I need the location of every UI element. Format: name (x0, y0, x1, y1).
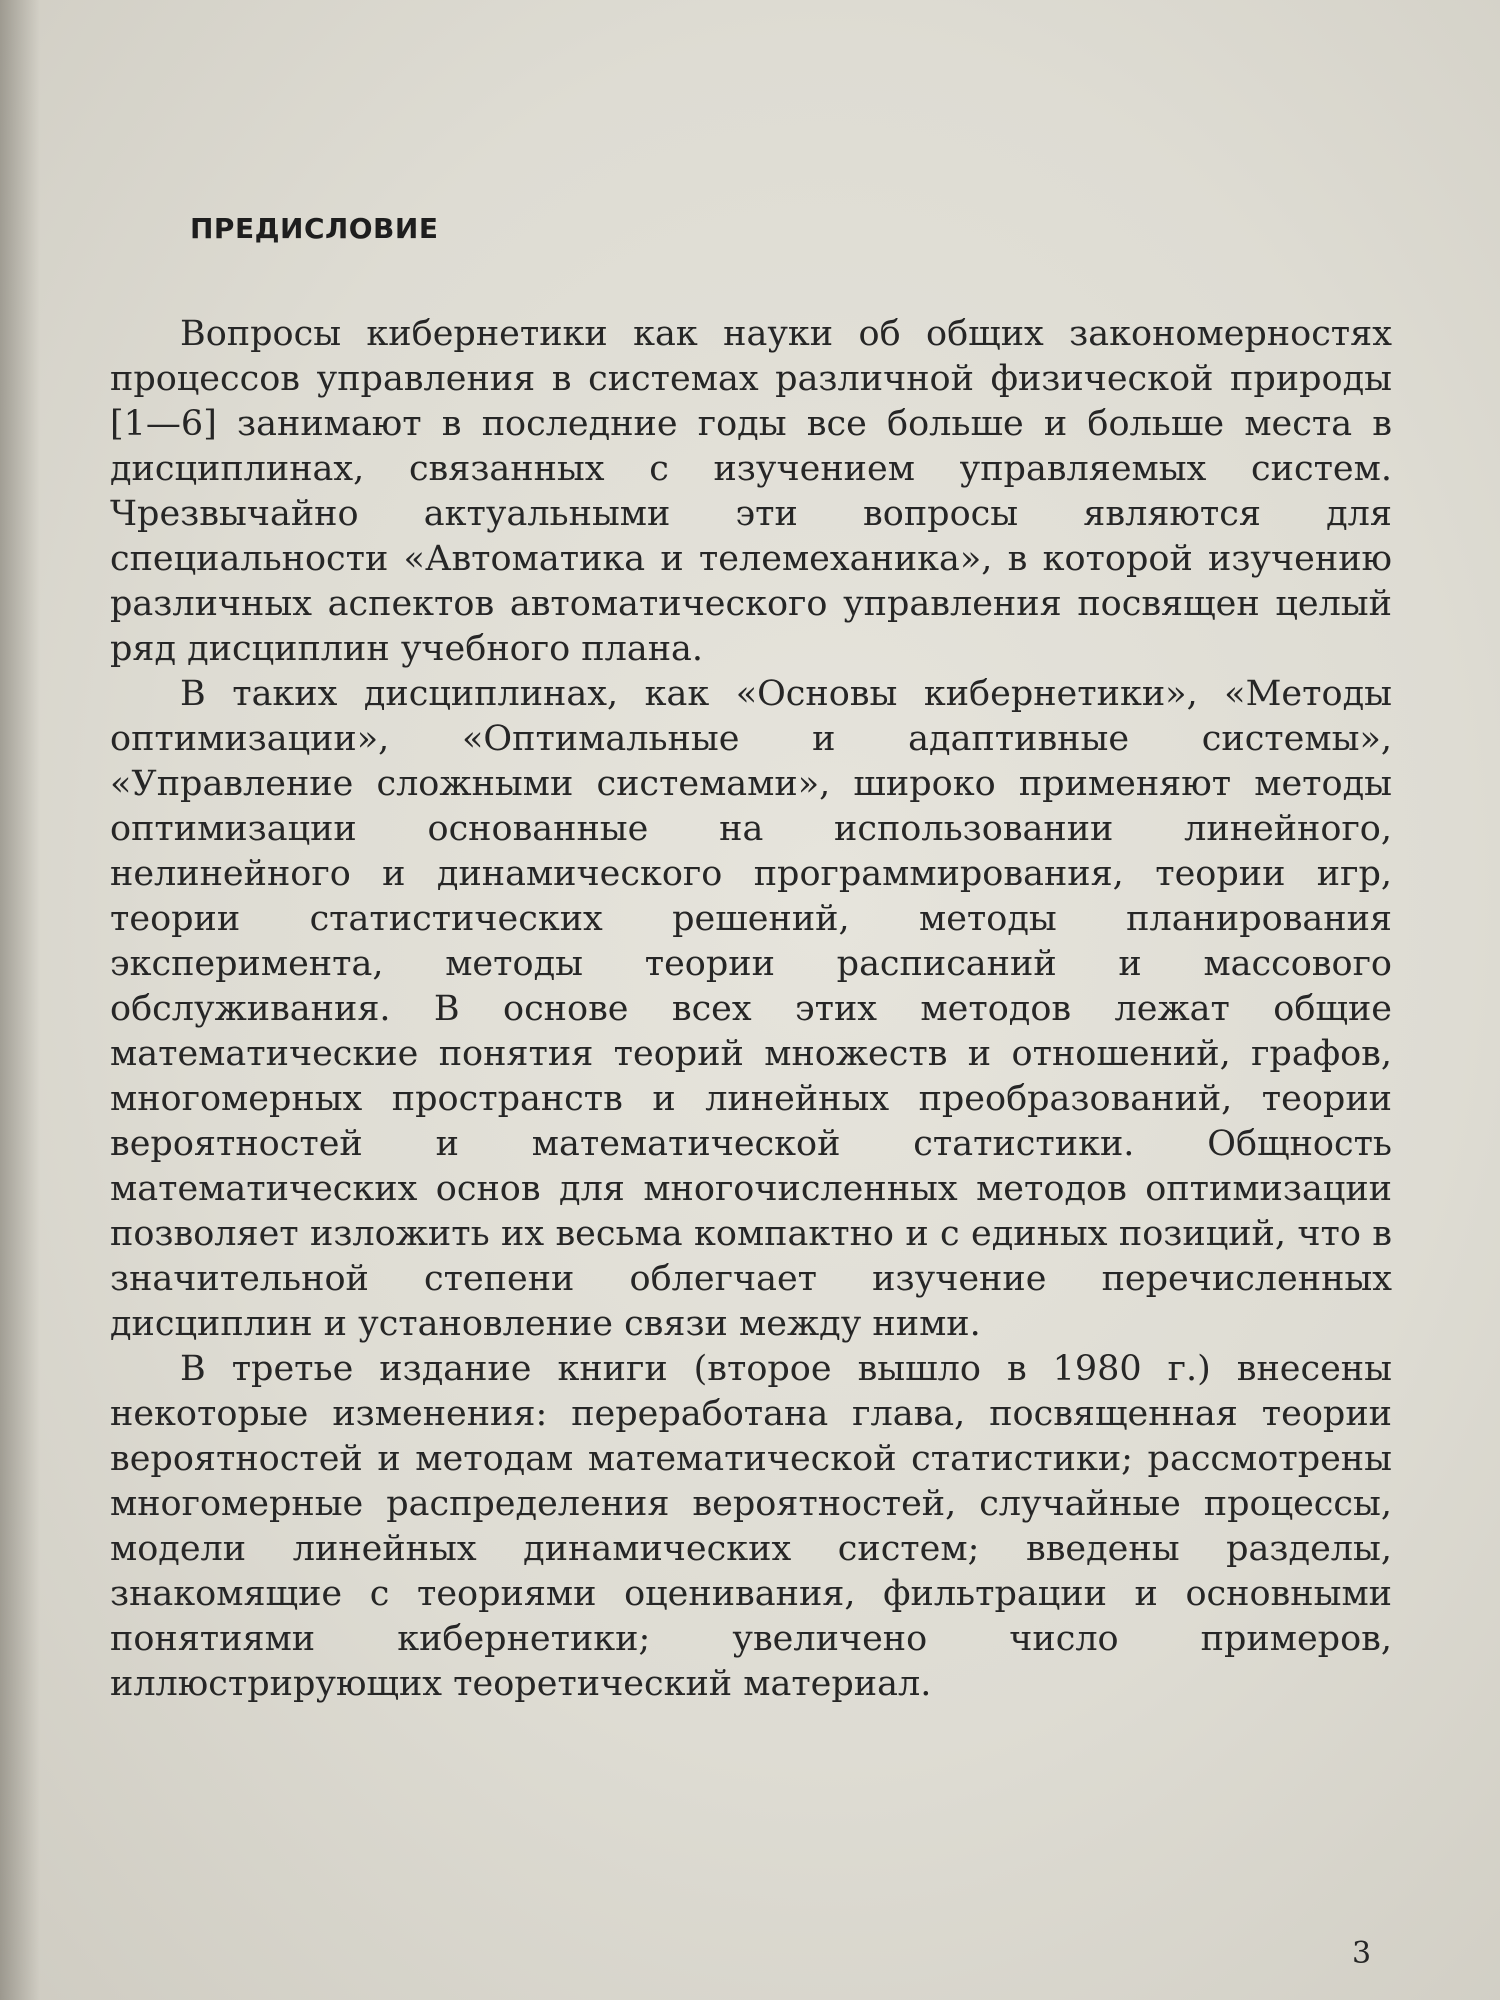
page-title: ПРЕДИСЛОВИЕ (190, 212, 439, 245)
page-number: 3 (1352, 1936, 1372, 1971)
paragraph-2: В таких дисциплинах, как «Основы кибернетики», «Методы оптимизации», «Оптимальные и адаптивные системы», «Управление сложными системами», широко применяют методы оптимизации основанные на использовании линейного, нелинейного и динамического программирования, теории игр, теории статистических решений, методы планирования эксперимента, методы теории расписаний и массового обслуживания. В основе всех этих методов лежат общие математические понятия теорий множеств и отношений, графов, многомерных пространств и линейных преобразований, теории вероятностей и математической статистики. Общность математических основ для многочисленных методов оптимизации позволяет изложить их весьма компактно и с единых позиций, что в значительной степени облегчает изучение перечисленных дисциплин и установление связи между ними. (110, 674, 1392, 1344)
paragraph-3: В третье издание книги (второе вышло в 1980 г.) внесены некоторые изменения: переработана глава, посвященная теории вероятностей и методам математической статистики; рассмотрены многомерные распределения вероятностей, случайные процессы, модели линейных динамических систем; введены разделы, знакомящие с теориями оценивания, фильтрации и основными понятиями кибернетики; увеличено число примеров, иллюстрирующих теоретический материал. (110, 1349, 1392, 1704)
preface-body (110, 312, 1392, 1707)
paragraph-1: Вопросы кибернетики как науки об общих закономерностях процессов управления в системах различной физической природы [1—6] занимают в последние годы все больше и больше места в дисциплинах, связанных с изучением управляемых систем. Чрезвычайно актуальными эти вопросы являются для специальности «Автоматика и телемеханика», в которой изучению различных аспектов автоматического управления посвящен целый ряд дисциплин учебного плана. (110, 314, 1392, 669)
